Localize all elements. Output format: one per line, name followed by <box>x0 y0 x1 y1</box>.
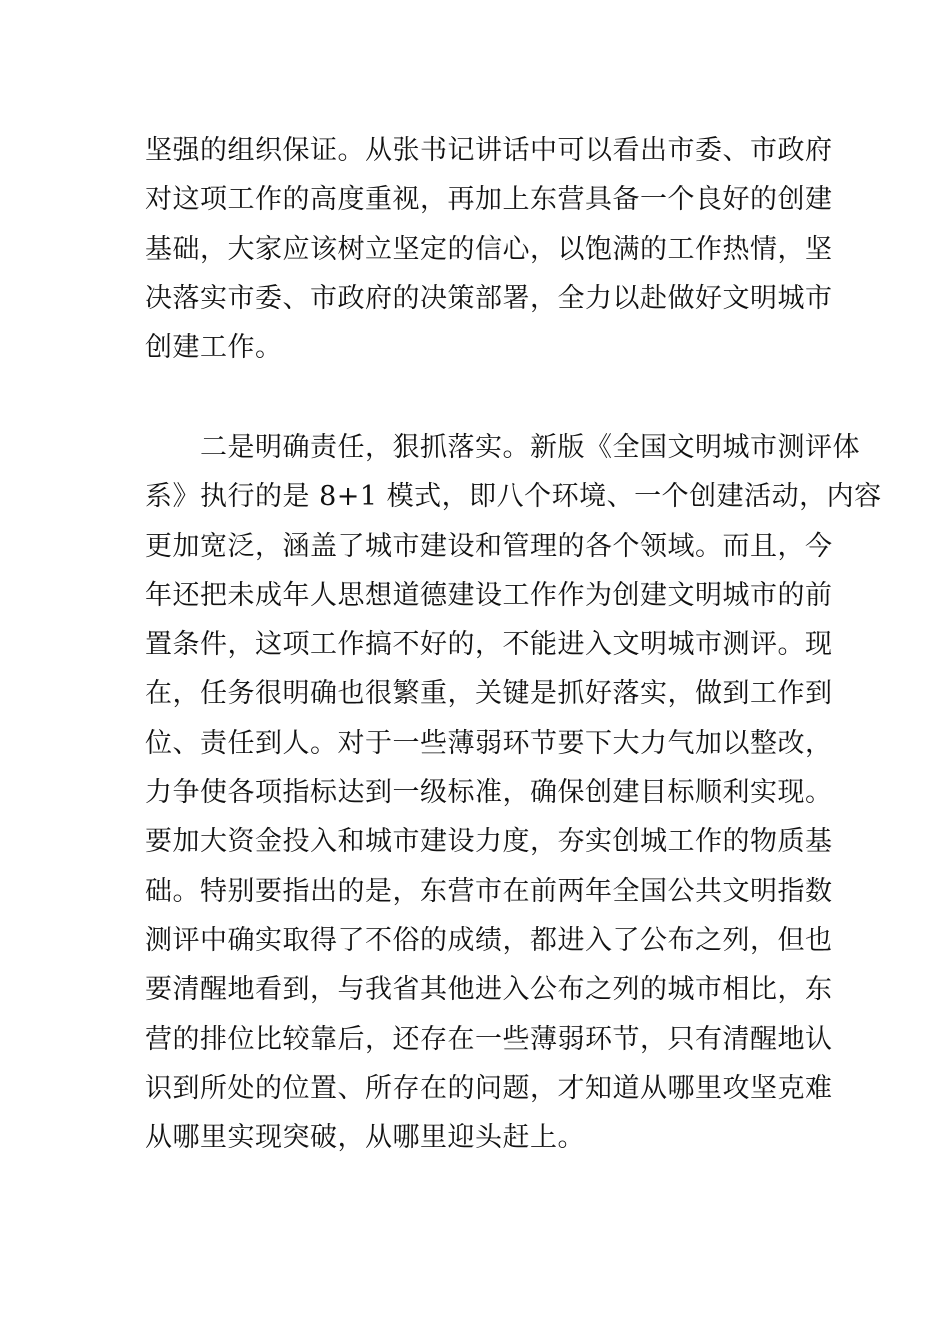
text-line: 更加宽泛，涵盖了城市建设和管理的各个领域。而且，今 <box>145 530 833 562</box>
text-line: 坚强的组织保证。从张书记讲话中可以看出市委、市政府 <box>145 135 833 166</box>
text-line: 基础，大家应该树立坚定的信心，以饱满的工作热情，坚 <box>145 233 833 265</box>
text-line: 对这项工作的高度重视，再加上东营具备一个良好的创建 <box>145 184 833 216</box>
text-line: 识到所处的位置、所存在的问题，才知道从哪里攻坚克难 <box>145 1072 833 1104</box>
text-line: 要加大资金投入和城市建设力度，夯实创城工作的物质基 <box>145 826 833 858</box>
text-line: 决落实市委、市政府的决策部署，全力以赴做好文明城市 <box>145 282 833 314</box>
text-line: 年还把未成年人思想道德建设工作作为创建文明城市的前 <box>145 579 833 611</box>
text-line: 在，任务很明确也很繁重，关键是抓好落实，做到工作到 <box>145 678 833 710</box>
text-line: 位、责任到人。对于一些薄弱环节要下大力气加以整改， <box>145 727 833 759</box>
paragraph-2 <box>145 423 882 1162</box>
text-line: 二是明确责任，狠抓落实。新版《全国文明城市测评体 <box>145 432 860 463</box>
text-line: 从哪里实现突破，从哪里迎头赶上。 <box>145 1122 585 1154</box>
text-line: 营的排位比较靠后，还存在一些薄弱环节，只有清醒地认 <box>145 1023 833 1055</box>
text-line: 要清醒地看到，与我省其他进入公布之列的城市相比，东 <box>145 974 833 1006</box>
text-line: 系》执行的是 8+1 模式，即八个环境、一个创建活动，内容 <box>145 481 882 513</box>
text-line: 力争使各项指标达到一级标准，确保创建目标顺利实现。 <box>145 777 833 809</box>
text-line: 础。特别要指出的是，东营市在前两年全国公共文明指数 <box>145 875 833 907</box>
text-line: 创建工作。 <box>145 332 283 364</box>
paragraph-1 <box>145 126 833 372</box>
text-line: 置条件，这项工作搞不好的，不能进入文明城市测评。现 <box>145 629 833 661</box>
text-line: 测评中确实取得了不俗的成绩，都进入了公布之列，但也 <box>145 924 833 956</box>
